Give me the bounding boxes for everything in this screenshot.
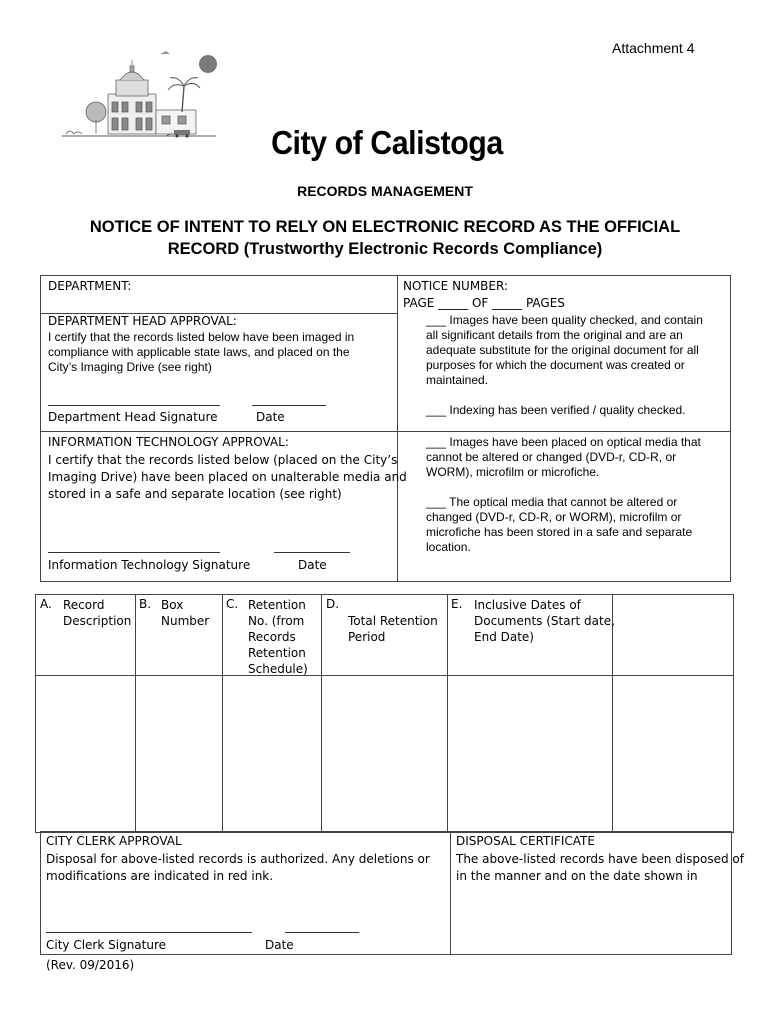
col-d-header-line-2: Period (348, 630, 386, 644)
col-c-header-line-1: Retention (248, 598, 306, 612)
notice-title-line-1: NOTICE OF INTENT TO RELY ON ELECTRONIC RECORD AS THE OFFICIAL (89, 218, 681, 236)
col-a-header-line-2: Description (63, 614, 132, 628)
col-a-header (63, 597, 131, 629)
clerk-disposal-divider (450, 831, 451, 954)
col-b-header-line-1: Box (161, 598, 184, 612)
col-e-header-line-3: End Date) (474, 630, 534, 644)
col-c-header-line-5: Schedule) (248, 662, 308, 676)
col-e-header-line-2: Documents (Start date, (474, 614, 615, 628)
dept-head-bottom-border-left (40, 431, 398, 432)
clerk-signature-label: City Clerk Signature (46, 938, 167, 952)
dept-head-certification (48, 330, 354, 375)
department-label: DEPARTMENT: (48, 279, 132, 293)
notice-title (40, 216, 730, 260)
col-d-header-line-1: Total Retention (348, 614, 438, 628)
dept-head-signature-line[interactable] (48, 405, 220, 406)
col-a-header-line-1: Record (63, 598, 105, 612)
it-approval-heading: INFORMATION TECHNOLOGY APPROVAL: (48, 435, 289, 449)
check4-line-1: ___ The optical media that cannot be altered or (426, 495, 678, 509)
page-of-pages-field[interactable]: PAGE _____ OF _____ PAGES (403, 296, 565, 310)
optical-media-check-item[interactable] (426, 435, 701, 480)
records-entry-row[interactable] (36, 676, 732, 831)
it-certification (48, 452, 407, 503)
clerk-line-2: modifications are indicated in red ink. (46, 869, 274, 883)
check4-line-2: changed (DVD-r, CD-R, or WORM), microfilm or (426, 510, 682, 524)
dept-head-date-label: Date (256, 410, 285, 424)
it-line-1: I certify that the records listed below (placed on the City’s (48, 453, 398, 467)
check1-line-4: purposes for which the document was created or (426, 358, 685, 372)
check3-line-3: WORM), microfilm or microfiche. (426, 465, 600, 479)
check1-line-5: maintained. (426, 373, 489, 387)
col-c-letter: C. (226, 597, 239, 611)
check1-line-2: all significant details from the original and are an (426, 328, 683, 342)
records-management-heading: RECORDS MANAGEMENT (297, 183, 473, 199)
clerk-date-line[interactable] (285, 932, 359, 933)
disposal-certificate-text (456, 851, 744, 885)
clerk-signature-line[interactable] (46, 932, 252, 933)
col-b-letter: B. (139, 597, 152, 611)
clerk-line-1: Disposal for above-listed records is authorized. Any deletions or (46, 852, 430, 866)
indexing-check-item[interactable]: ___ Indexing has been verified / quality checked. (426, 403, 686, 417)
check4-line-3: microfiche has been stored in a safe and separate (426, 525, 693, 539)
disposal-line-1: The above-listed records have been disposed of (456, 852, 744, 866)
clerk-date-label: Date (265, 938, 294, 952)
attachment-label: Attachment 4 (612, 40, 695, 56)
revision-date: (Rev. 09/2016) (46, 958, 135, 972)
check1-line-1: ___ Images have been quality checked, and contain (426, 313, 703, 327)
approval-form-divider (397, 275, 398, 581)
it-line-3: stored in a safe and separate location (see right) (48, 487, 342, 501)
notice-number-label: NOTICE NUMBER: (403, 279, 509, 293)
col-a-letter: A. (40, 597, 52, 611)
col-c-header (248, 597, 308, 677)
it-signature-line[interactable] (48, 552, 220, 553)
check1-line-3: adequate substitute for the original document for all (426, 343, 699, 357)
city-clerk-authorization (46, 851, 430, 885)
col-c-header-line-4: Retention (248, 646, 306, 660)
dept-head-approval-heading: DEPARTMENT HEAD APPROVAL: (48, 314, 237, 328)
it-line-2: Imaging Drive) have been placed on unalterable media and (48, 470, 407, 484)
storage-check-item[interactable] (426, 495, 692, 555)
city-clerk-approval-heading: CITY CLERK APPROVAL (46, 834, 182, 848)
quality-check-item[interactable] (426, 313, 703, 388)
it-date-line[interactable] (274, 552, 350, 553)
col-b-header (161, 597, 209, 629)
check3-line-2: cannot be altered or changed (DVD-r, CD-R, or (426, 450, 677, 464)
col-e-letter: E. (451, 597, 463, 611)
it-date-label: Date (298, 558, 327, 572)
notice-title-line-2: RECORD (Trustworthy Electronic Records Compliance) (167, 240, 603, 258)
col-e-header (474, 597, 615, 645)
col-e-header-line-1: Inclusive Dates of (474, 598, 581, 612)
col-d-header (348, 613, 438, 645)
dept-head-signature-label: Department Head Signature (48, 410, 218, 424)
check3-line-1: ___ Images have been placed on optical media that (426, 435, 701, 449)
dept-head-bottom-border-right (397, 431, 730, 432)
col-c-header-line-3: Records (248, 630, 296, 644)
dept-head-date-line[interactable] (252, 405, 326, 406)
dept-head-line-2: compliance with applicable state laws, and placed on the (48, 345, 350, 359)
dept-head-line-1: I certify that the records listed below have been imaged in (48, 330, 355, 344)
disposal-line-2: in the manner and on the date shown in (456, 869, 698, 883)
col-c-header-line-2: No. (from (248, 614, 305, 628)
col-d-letter: D. (326, 597, 340, 611)
disposal-certificate-heading: DISPOSAL CERTIFICATE (456, 834, 595, 848)
dept-head-line-3: City’s Imaging Drive (see right) (48, 360, 212, 374)
it-signature-label: Information Technology Signature (48, 558, 251, 572)
col-b-header-line-2: Number (161, 614, 210, 628)
city-title: City of Calistoga (271, 124, 503, 161)
clerk-approval-box (40, 831, 732, 955)
check4-line-4: location. (426, 540, 471, 554)
